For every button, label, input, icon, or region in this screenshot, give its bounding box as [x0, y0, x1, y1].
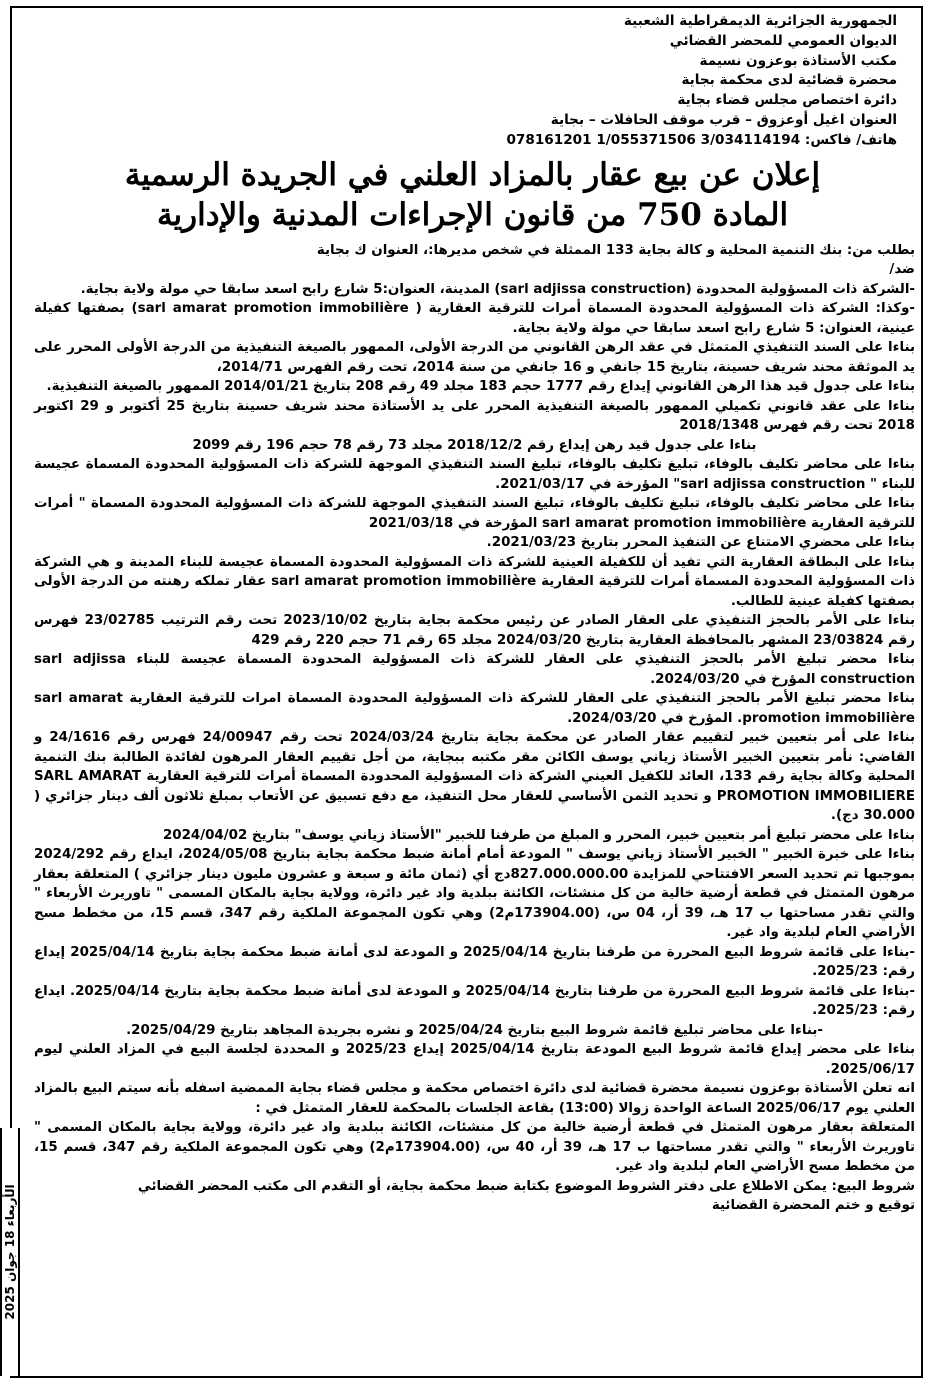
header-line: محضرة قضائية لدى محكمة بجاية: [681, 72, 897, 89]
header-line: الديوان العمومي للمحضر القضائي: [669, 32, 897, 49]
body-paragraph: بناءا على محضر إيداع قائمة شروط البيع المودعة بتاريخ 2025/04/14 إيداع 2025/23 و المحددة لجلسة البيع في المزاد العلني ليوم 2025/06/17.: [34, 1042, 915, 1077]
header-line: الجمهورية الجزائرية الديمقراطية الشعبية: [623, 13, 897, 29]
body-paragraph: بناءا على أمر بتعيين خبير لتقييم عقار الصادر عن محكمة بجاية بتاريخ 2024/03/24 تحت رقم 24/00947 فهرس رقم 24/1616 و القاضي: نأمر بتعيين الخبير الأستاذ زياني يوسف الكائن مقر مكتبه ببجاية، من أجل تقييم العقار المرهون لفائدة الطالبة بنك التنمية المحلية وكالة بجاية رقم 133، العائد للكفيل العيني الشركة ذات المسؤولية المحدودة المسماة أمرات للترقية العقارية SARL AMARAT PROMOTION IMMOBILIERE و تحديد الثمن الأساسي للعقار محل التنفيذ، مع دفع تسبيق عن الأتعاب بمبلغ ثلاثون ألف دينار جزائري ( 30.000 دج).: [34, 730, 915, 824]
body-paragraph: بناءا على عقد قانوني تكميلي الممهور بالصيغة التنفيذية المحرر على يد الأستاذة محند شريف حسينة بتاريخ 25 أكتوبر و 29 اكتوبر 2018 تحت رقم فهرس 2018/1348: [34, 398, 915, 434]
body-paragraph: بناءا محضر تبليغ الأمر بالحجز التنفيذي على العقار للشركة ذات المسؤولية المحدودة المسماة عجيسة للبناء sarl adjissa construction المؤرخ في 2024/03/20.: [34, 652, 915, 687]
body-paragraph: بناءا على محاضر تكليف بالوفاء، تبليغ تكليف بالوفاء، تبليغ السند التنفيذي الموجهة للشركة ذات المسؤولية المحدودة المسماة عجيسة للبناء " sarl adjissa construction" المؤرخة في 2021/03/17.: [34, 457, 915, 492]
announcement-title: [30, 155, 915, 235]
body-paragraph: بناءا على السند التنفيذي المتمثل في عقد الرهن القانوني من الدرجة الأولى، الممهور بالصيغة التنفيذية من الدرجة الأولى المحرر على يد الموثقة محند شريف حسينة، بتاريخ 15 جانفي و 16 جانفي من سنة 2014، تحت رقم الفهرس 2014/71،: [34, 340, 915, 375]
page-edge-date-strip: [0, 1128, 20, 1376]
phone-label: هاتف/ فاكس:: [804, 131, 897, 148]
office-header: [30, 12, 897, 151]
header-line: مكتب الأستاذة بوعزون نسيمة: [699, 52, 897, 69]
body-paragraph: -بناءا على قائمة شروط البيع المحررة من طرفنا بتاريخ 2025/04/14 و المودعة لدى أمانة ضبط محكمة بجاية بتاريخ 2025/04/14. ايداع رقم: 2025/23.: [34, 983, 915, 1019]
body-paragraph: بناءا محضر تبليغ الأمر بالحجز التنفيذي على العقار للشركة ذات المسؤولية المحدودة المسماة امرات للترقية العقارية sarl amarat promotion immobilière. المؤرخ في 2024/03/20.: [34, 691, 915, 726]
body-paragraph: -وكذا: الشركة ذات المسؤولية المحدودة المسماة أمرات للترقية العقارية ( sarl amarat promotion immobilière) بصفتها كفيلة عينية، العنوان: 5 شارع رابح اسعد سابقا حي مولة ولاية بجاية.: [34, 301, 915, 336]
edge-date-text: الأربعاء 18 جوان 2025: [3, 1184, 17, 1320]
announcement-frame: [10, 6, 923, 1378]
sale-notice-paragraph: انه تعلن الأستاذة بوعزون نسيمة محضرة قضائية لدى دائرة اختصاص محكمة و مجلس قضاء بجاية الممضية اسفله بأنه سيتم البيع بالمزاد العلني يوم 2025/06/17 الساعة الواحدة زوالا (13:00) بقاعة الجلسات بالمحكمة للعقار المتمثل في :: [34, 1081, 915, 1116]
body-paragraph: بناءا على الأمر بالحجز التنفيذي على العقار الصادر عن رئيس محكمة بجاية بتاريخ 2023/10/02 تحت رقم الترتيب 23/02785 فهرس رقم 23/03824 المشهر بالمحافظة العقارية بتاريخ 2024/03/20 مجلد 65 رقم 71 حجم 220 رقم 429: [34, 613, 915, 648]
body-paragraph: بناءا على خبرة الخبير " الخبير الأستاذ زياني يوسف " المودعة أمام أمانة ضبط محكمة بجاية بتاريخ 2024/05/08، ايداع رقم 2024/292 بموجبها تم تحديد السعر الافتتاحي للمزايدة 827.000.000.00دج أي (ثمان مائة و سبعة و عشرون مليون دينار جزائري ) المتعلقة بعقار مرهون المتمثل في قطعة أرضية خالية من كل منشئات، الكائنة ببلدية واد غير دائرة، وولاية بجاية بالمكان المسمى " تاوريرث الأربعاء " والتي تقدر مساحتها ب 17 هـ، 39 أر، 04 س، (173904.00م2) وهي تكون المجموعة الملكية رقم 347، قسم 15، من مخطط مسح الأراضي العام لبلدية واد غير.: [34, 847, 915, 941]
body-paragraph: -الشركة ذات المسؤولية المحدودة (sarl adjissa construction) المدينة، العنوان:5 شارع رابح اسعد سابقا حي مولة ولاية بجاية.: [80, 281, 915, 297]
body-paragraph: بناءا على محضري الامتناع عن التنفيذ المحرر بتاريخ 2021/03/23.: [486, 535, 915, 551]
body-paragraph: بناءا على جدول قيد هذا الرهن القانوني إيداع رقم 1777 حجم 183 مجلد 49 رقم 208 بتاريخ 2014/01/21 الممهور بالصيغة التنفيذية.: [46, 379, 915, 395]
announcement-content: [30, 12, 915, 1372]
body-paragraph: بناءا على البطاقة العقارية التي تفيد أن للكفيلة العينية للشركة ذات المسؤولية المحدودة المسماة عجيسة للبناء المدينة و هي الشركة ذات المسؤولية المحدودة المسماة أمرات للترقية العقارية sarl amarat promotion immobilière عقار تملكه رهنته من الدرجة الأولى بصفتها كفيلة عينية للطالب.: [34, 554, 915, 609]
phone-numbers: 078161201 1/055371506 3/034114194: [506, 131, 801, 148]
title-line-1: إعلان عن بيع عقار بالمزاد العلني في الجريدة الرسمية: [124, 156, 821, 193]
header-line: دائرة اختصاص مجلس قضاء بجاية: [677, 92, 897, 109]
header-line: العنوان اغيل أوعزوق – قرب موقف الحافلات – بجاية: [550, 111, 897, 128]
sale-conditions-paragraph: شروط البيع: يمكن الاطلاع على دفتر الشروط الموضوع بكتابة ضبط محكمة بجاية، أو التقدم الى مكتب المحضر القضائي: [137, 1178, 915, 1194]
body-paragraph: بناءا على محاضر تكليف بالوفاء، تبليغ تكليف بالوفاء، تبليغ السند التنفيذي الموجهة للشركة ذات المسؤولية المحدودة المسماة " أمرات للترقية العقارية sarl amarat promotion immobilière المؤرخة في 2021/03/18: [34, 496, 915, 531]
body-paragraph: -بناءا على قائمة شروط البيع المحررة من طرفنا بتاريخ 2025/04/14 و المودعة لدى أمانة ضبط محكمة بجاية بتاريخ 2025/04/14 إيداع رقم: 2025/23.: [34, 944, 915, 980]
signature-line: توقيع و ختم المحضرة القضائية: [711, 1198, 915, 1214]
body-paragraph: بناءا على محضر تبليغ أمر بتعيين خبير، المحرر و المبلغ من طرفنا للخبير "الأستاذ زياني يوسف" بتاريخ 2024/04/02: [162, 827, 915, 843]
body-paragraph: بطلب من: بنك التنمية المحلية و كالة بجاية 133 الممثلة في شخص مديرها:، العنوان ك بجاية: [316, 242, 915, 258]
header-contact-line: [30, 131, 897, 151]
announcement-body: [30, 241, 915, 1216]
body-paragraph: ضد/: [889, 262, 915, 278]
title-line-2: المادة 750 من قانون الإجراءات المدنية والإدارية: [156, 196, 789, 233]
body-paragraph: بناءا على جدول قيد رهن إيداع رقم 2018/12/2 مجلد 73 رقم 78 حجم 196 رقم 2099: [192, 437, 757, 453]
body-paragraph: -بناءا على محاضر تبليغ قائمة شروط البيع بتاريخ 2025/04/24 و نشره بجريدة المجاهد بتاريخ 2025/04/29.: [126, 1022, 823, 1038]
property-description-paragraph: المتعلقة بعقار مرهون المتمثل في قطعة أرضية خالية من كل منشئات، الكائنة ببلدية واد غير دائرة، وولاية بجاية بالمكان المسمى " تاوريرث الأربعاء " والتي تقدر مساحتها ب 17 هـ، 39 أر، 40 س، (173904.00م2) وهي تكون المجموعة الملكية رقم 347، قسم 15، من مخطط مسح الأراضي العام لبلدية واد غير.: [34, 1120, 915, 1175]
